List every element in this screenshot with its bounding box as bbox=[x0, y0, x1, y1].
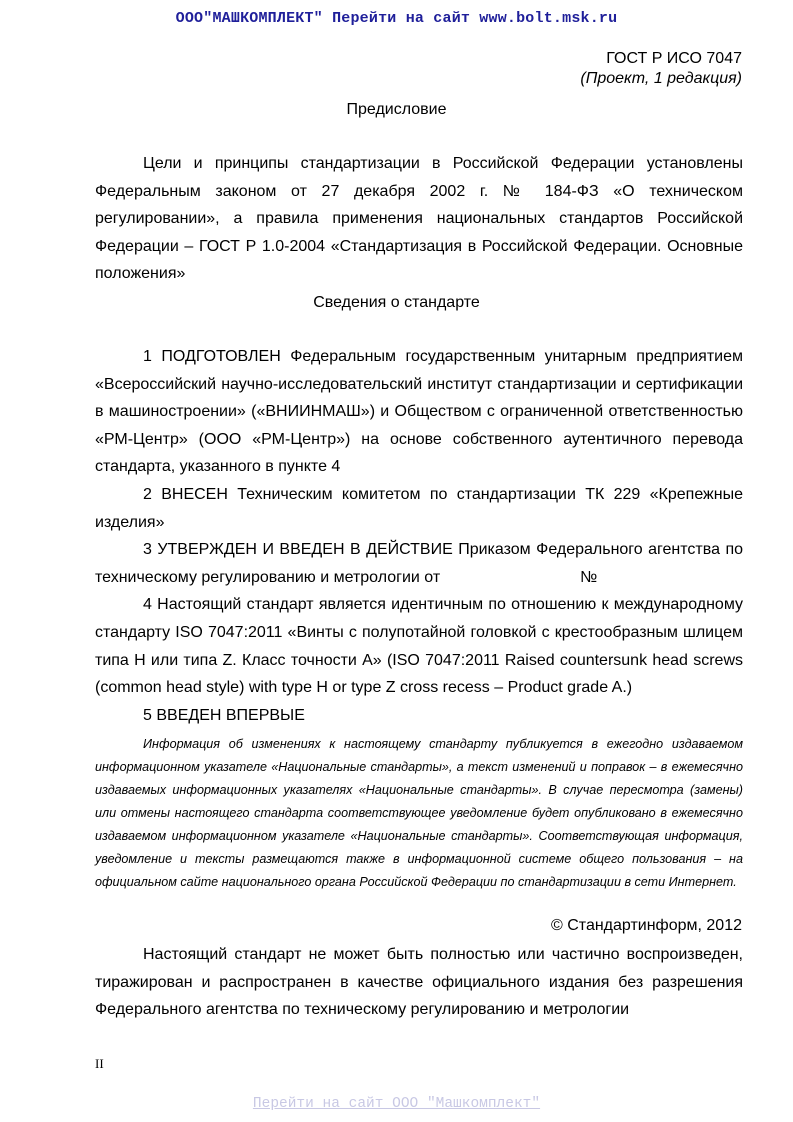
info-item-1: 1 ПОДГОТОВЛЕН Федеральным государственным унитарным предприятием «Всероссийский научно-исследовательский институт стандартизации и сертификации в машиностроении» («ВНИИНМАШ») и Обществом с ограниченной ответственностью «РМ-Центр» (ООО «РМ-Центр») на основе собственного аутентичного перевода стандарта, указанного в пункте 4 bbox=[95, 348, 743, 476]
info-item-5: 5 ВВЕДЕН ВПЕРВЫЕ bbox=[143, 706, 305, 724]
site-link[interactable]: ООО"МАШКОМПЛЕКТ" Перейти на сайт www.bolt.msk.ru bbox=[175, 10, 618, 27]
document-header bbox=[580, 49, 742, 89]
standard-designation: ГОСТ Р ИСО 7047 bbox=[606, 50, 742, 67]
foreword-title: Предисловие bbox=[346, 101, 447, 118]
change-info-note: Информация об изменениях к настоящему стандарту публикуется в ежегодно издаваемом информационном указателе «Национальные стандарты», а текст изменений и поправок – в ежемесячно издаваемых информационных указателях «Национальные стандарты». В случае пересмотра (замены) или отмены настоящего стандарта соответствующее уведомление будет опубликовано в ежемесячно издаваемом информационном указателе «Национальные стандарты». Соответствующая информация, уведомление и тексты размещаются также в информационной системе общего пользования – на официальном сайте национального органа Российской Федерации по стандартизации в сети Интернет. bbox=[95, 737, 743, 889]
info-item-3 bbox=[95, 536, 743, 591]
page-number: II bbox=[95, 1056, 104, 1071]
info-section bbox=[95, 343, 743, 729]
foreword-text: Цели и принципы стандартизации в Российской Федерации установлены Федеральным законом от 27 декабря 2002 г. № 184-ФЗ «О техническом регулировании», а правила применения национальных стандартов Российской Федерации – ГОСТ Р 1.0-2004 «Стандартизация в Российской Федерации. Основные положения» bbox=[95, 155, 743, 283]
top-banner bbox=[0, 10, 793, 27]
info-title: Сведения о стандарте bbox=[313, 294, 480, 311]
copyright-line: © Стандартинформ, 2012 bbox=[551, 917, 742, 934]
footer-site-link[interactable]: Перейти на сайт ООО "Машкомплект" bbox=[252, 1096, 541, 1112]
reproduction-notice: Настоящий стандарт не может быть полностью или частично воспроизведен, тиражирован и распространен в качестве официального издания без разрешения Федерального агентства по техническому регулированию и метрологии bbox=[95, 946, 743, 1019]
info-item-3-number-sign: № bbox=[580, 568, 598, 586]
edition-note: (Проект, 1 редакция) bbox=[580, 70, 742, 87]
info-item-2: 2 ВНЕСЕН Техническим комитетом по стандартизации ТК 229 «Крепежные изделия» bbox=[95, 485, 743, 531]
reproduction-section bbox=[95, 941, 743, 1024]
foreword-section bbox=[95, 150, 743, 288]
bottom-banner bbox=[0, 1096, 793, 1112]
info-item-3-text: 3 УТВЕРЖДЕН И ВВЕДЕН В ДЕЙСТВИЕ Приказом Федерального агентства по техническому регулированию и метрологии от bbox=[95, 541, 743, 586]
info-item-4: 4 Настоящий стандарт является идентичным по отношению к международному стандарту ISO 7047:2011 «Винты с полупотайной головкой с крестообразным шлицем типа H или типа Z. Класс точности А» (ISO 7047:2011 Raised countersunk head screws (common head style) with type H or type Z cross recess – Product grade A.) bbox=[95, 596, 743, 697]
